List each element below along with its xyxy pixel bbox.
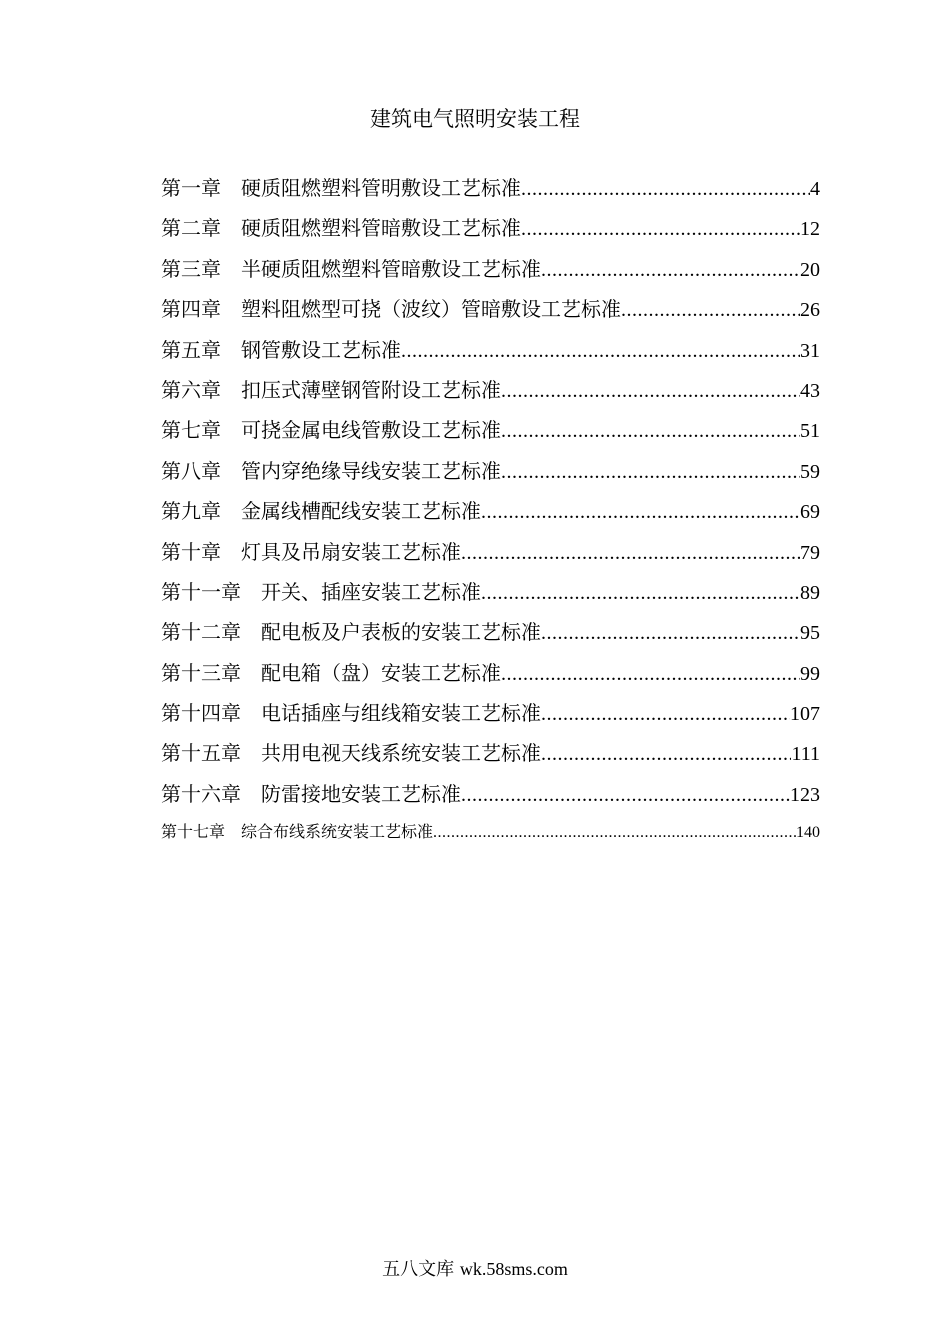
toc-page-number: 140 bbox=[796, 824, 820, 842]
toc-chapter-number: 第十一章 bbox=[161, 579, 241, 604]
toc-entry[interactable] bbox=[161, 693, 820, 733]
toc-page-number: 12 bbox=[800, 218, 820, 241]
toc-entry[interactable] bbox=[161, 532, 820, 572]
toc-chapter-title: 电话插座与组线箱安装工艺标准 bbox=[261, 701, 541, 726]
toc-entry[interactable] bbox=[161, 249, 820, 289]
toc-page-number: 51 bbox=[800, 420, 820, 443]
toc-page-number: 20 bbox=[800, 258, 820, 281]
toc-leader-dots bbox=[481, 492, 800, 532]
toc-chapter-number: 第三章 bbox=[161, 256, 221, 281]
toc-chapter-number: 第十章 bbox=[161, 539, 221, 564]
toc-page-number: 99 bbox=[800, 662, 820, 685]
toc-leader-dots bbox=[461, 533, 800, 573]
toc-chapter-number: 第六章 bbox=[161, 377, 221, 402]
toc-chapter-number: 第十二章 bbox=[161, 620, 241, 645]
toc-chapter-title: 开关、插座安装工艺标准 bbox=[261, 579, 481, 604]
toc-page-number: 107 bbox=[790, 703, 820, 726]
toc-entry[interactable] bbox=[161, 612, 820, 652]
toc-leader-dots bbox=[501, 411, 800, 451]
toc-chapter-title: 塑料阻燃型可挠（波纹）管暗敷设工艺标准 bbox=[241, 297, 621, 322]
toc-entry[interactable] bbox=[161, 330, 820, 370]
toc-leader-dots bbox=[481, 573, 800, 613]
toc-page-number: 123 bbox=[790, 783, 820, 806]
toc-chapter-title: 可挠金属电线管敷设工艺标准 bbox=[241, 418, 501, 443]
toc-leader-dots bbox=[541, 734, 791, 774]
toc-chapter-title: 钢管敷设工艺标准 bbox=[241, 337, 401, 362]
toc-chapter-title: 防雷接地安装工艺标准 bbox=[261, 781, 461, 806]
toc-chapter-title: 扣压式薄壁钢管附设工艺标准 bbox=[241, 377, 501, 402]
toc-leader-dots bbox=[433, 815, 796, 851]
toc-chapter-number: 第七章 bbox=[161, 418, 221, 443]
toc-leader-dots bbox=[621, 290, 800, 330]
toc-chapter-number: 第十七章 bbox=[161, 822, 226, 842]
toc-chapter-number: 第九章 bbox=[161, 499, 221, 524]
toc-page-number: 26 bbox=[800, 299, 820, 322]
toc-entry[interactable] bbox=[161, 572, 820, 612]
toc-entry[interactable] bbox=[161, 774, 820, 814]
table-of-contents bbox=[161, 168, 820, 850]
toc-entry[interactable] bbox=[161, 814, 820, 850]
toc-chapter-number: 第八章 bbox=[161, 458, 221, 483]
toc-entry[interactable] bbox=[161, 410, 820, 450]
toc-chapter-number: 第四章 bbox=[161, 297, 221, 322]
toc-leader-dots bbox=[541, 694, 790, 734]
toc-chapter-number: 第十六章 bbox=[161, 781, 241, 806]
toc-leader-dots bbox=[521, 209, 800, 249]
toc-entry[interactable] bbox=[161, 451, 820, 491]
toc-chapter-number: 第五章 bbox=[161, 337, 221, 362]
toc-chapter-title: 灯具及吊扇安装工艺标准 bbox=[241, 539, 461, 564]
toc-chapter-number: 第十五章 bbox=[161, 741, 241, 766]
toc-entry[interactable] bbox=[161, 370, 820, 410]
toc-page-number: 95 bbox=[800, 622, 820, 645]
toc-page-number: 43 bbox=[800, 379, 820, 402]
toc-page-number: 89 bbox=[800, 581, 820, 604]
toc-leader-dots bbox=[501, 452, 800, 492]
toc-chapter-number: 第十四章 bbox=[161, 701, 241, 726]
toc-page-number: 111 bbox=[791, 743, 820, 766]
page-footer bbox=[0, 1256, 950, 1283]
toc-chapter-title: 综合布线系统安装工艺标准 bbox=[241, 822, 434, 842]
toc-chapter-number: 第一章 bbox=[161, 176, 221, 200]
toc-leader-dots bbox=[541, 613, 800, 653]
toc-page-number: 59 bbox=[800, 460, 820, 483]
toc-leader-dots bbox=[401, 331, 800, 371]
toc-leader-dots bbox=[521, 169, 810, 209]
footer-site-name: 五八文库 bbox=[382, 1259, 455, 1280]
toc-chapter-title: 半硬质阻燃塑料管暗敷设工艺标准 bbox=[241, 256, 541, 281]
toc-page-number: 79 bbox=[800, 541, 820, 564]
toc-chapter-title: 硬质阻燃塑料管明敷设工艺标准 bbox=[241, 176, 521, 200]
toc-page-number: 31 bbox=[800, 339, 820, 362]
toc-page-number: 69 bbox=[800, 501, 820, 524]
toc-leader-dots bbox=[501, 371, 800, 411]
toc-entry[interactable] bbox=[161, 208, 820, 248]
toc-leader-dots bbox=[501, 654, 800, 694]
toc-chapter-title: 配电箱（盘）安装工艺标准 bbox=[261, 660, 501, 685]
toc-chapter-title: 硬质阻燃塑料管暗敷设工艺标准 bbox=[241, 216, 521, 241]
toc-page-number: 4 bbox=[810, 178, 820, 200]
toc-chapter-number: 第二章 bbox=[161, 216, 221, 241]
document-title: 建筑电气照明安装工程 bbox=[370, 107, 580, 131]
toc-chapter-title: 管内穿绝缘导线安装工艺标准 bbox=[241, 458, 501, 483]
toc-entry[interactable] bbox=[161, 733, 820, 773]
footer-url[interactable]: wk.58sms.com bbox=[459, 1259, 568, 1279]
toc-chapter-title: 金属线槽配线安装工艺标准 bbox=[241, 499, 481, 524]
toc-chapter-title: 共用电视天线系统安装工艺标准 bbox=[261, 741, 541, 766]
toc-chapter-title: 配电板及户表板的安装工艺标准 bbox=[261, 620, 541, 645]
toc-entry[interactable] bbox=[161, 491, 820, 531]
toc-entry[interactable] bbox=[161, 653, 820, 693]
toc-chapter-number: 第十三章 bbox=[161, 660, 241, 685]
toc-entry[interactable] bbox=[161, 168, 820, 208]
toc-entry[interactable] bbox=[161, 289, 820, 329]
toc-leader-dots bbox=[541, 250, 800, 290]
toc-leader-dots bbox=[461, 775, 790, 815]
